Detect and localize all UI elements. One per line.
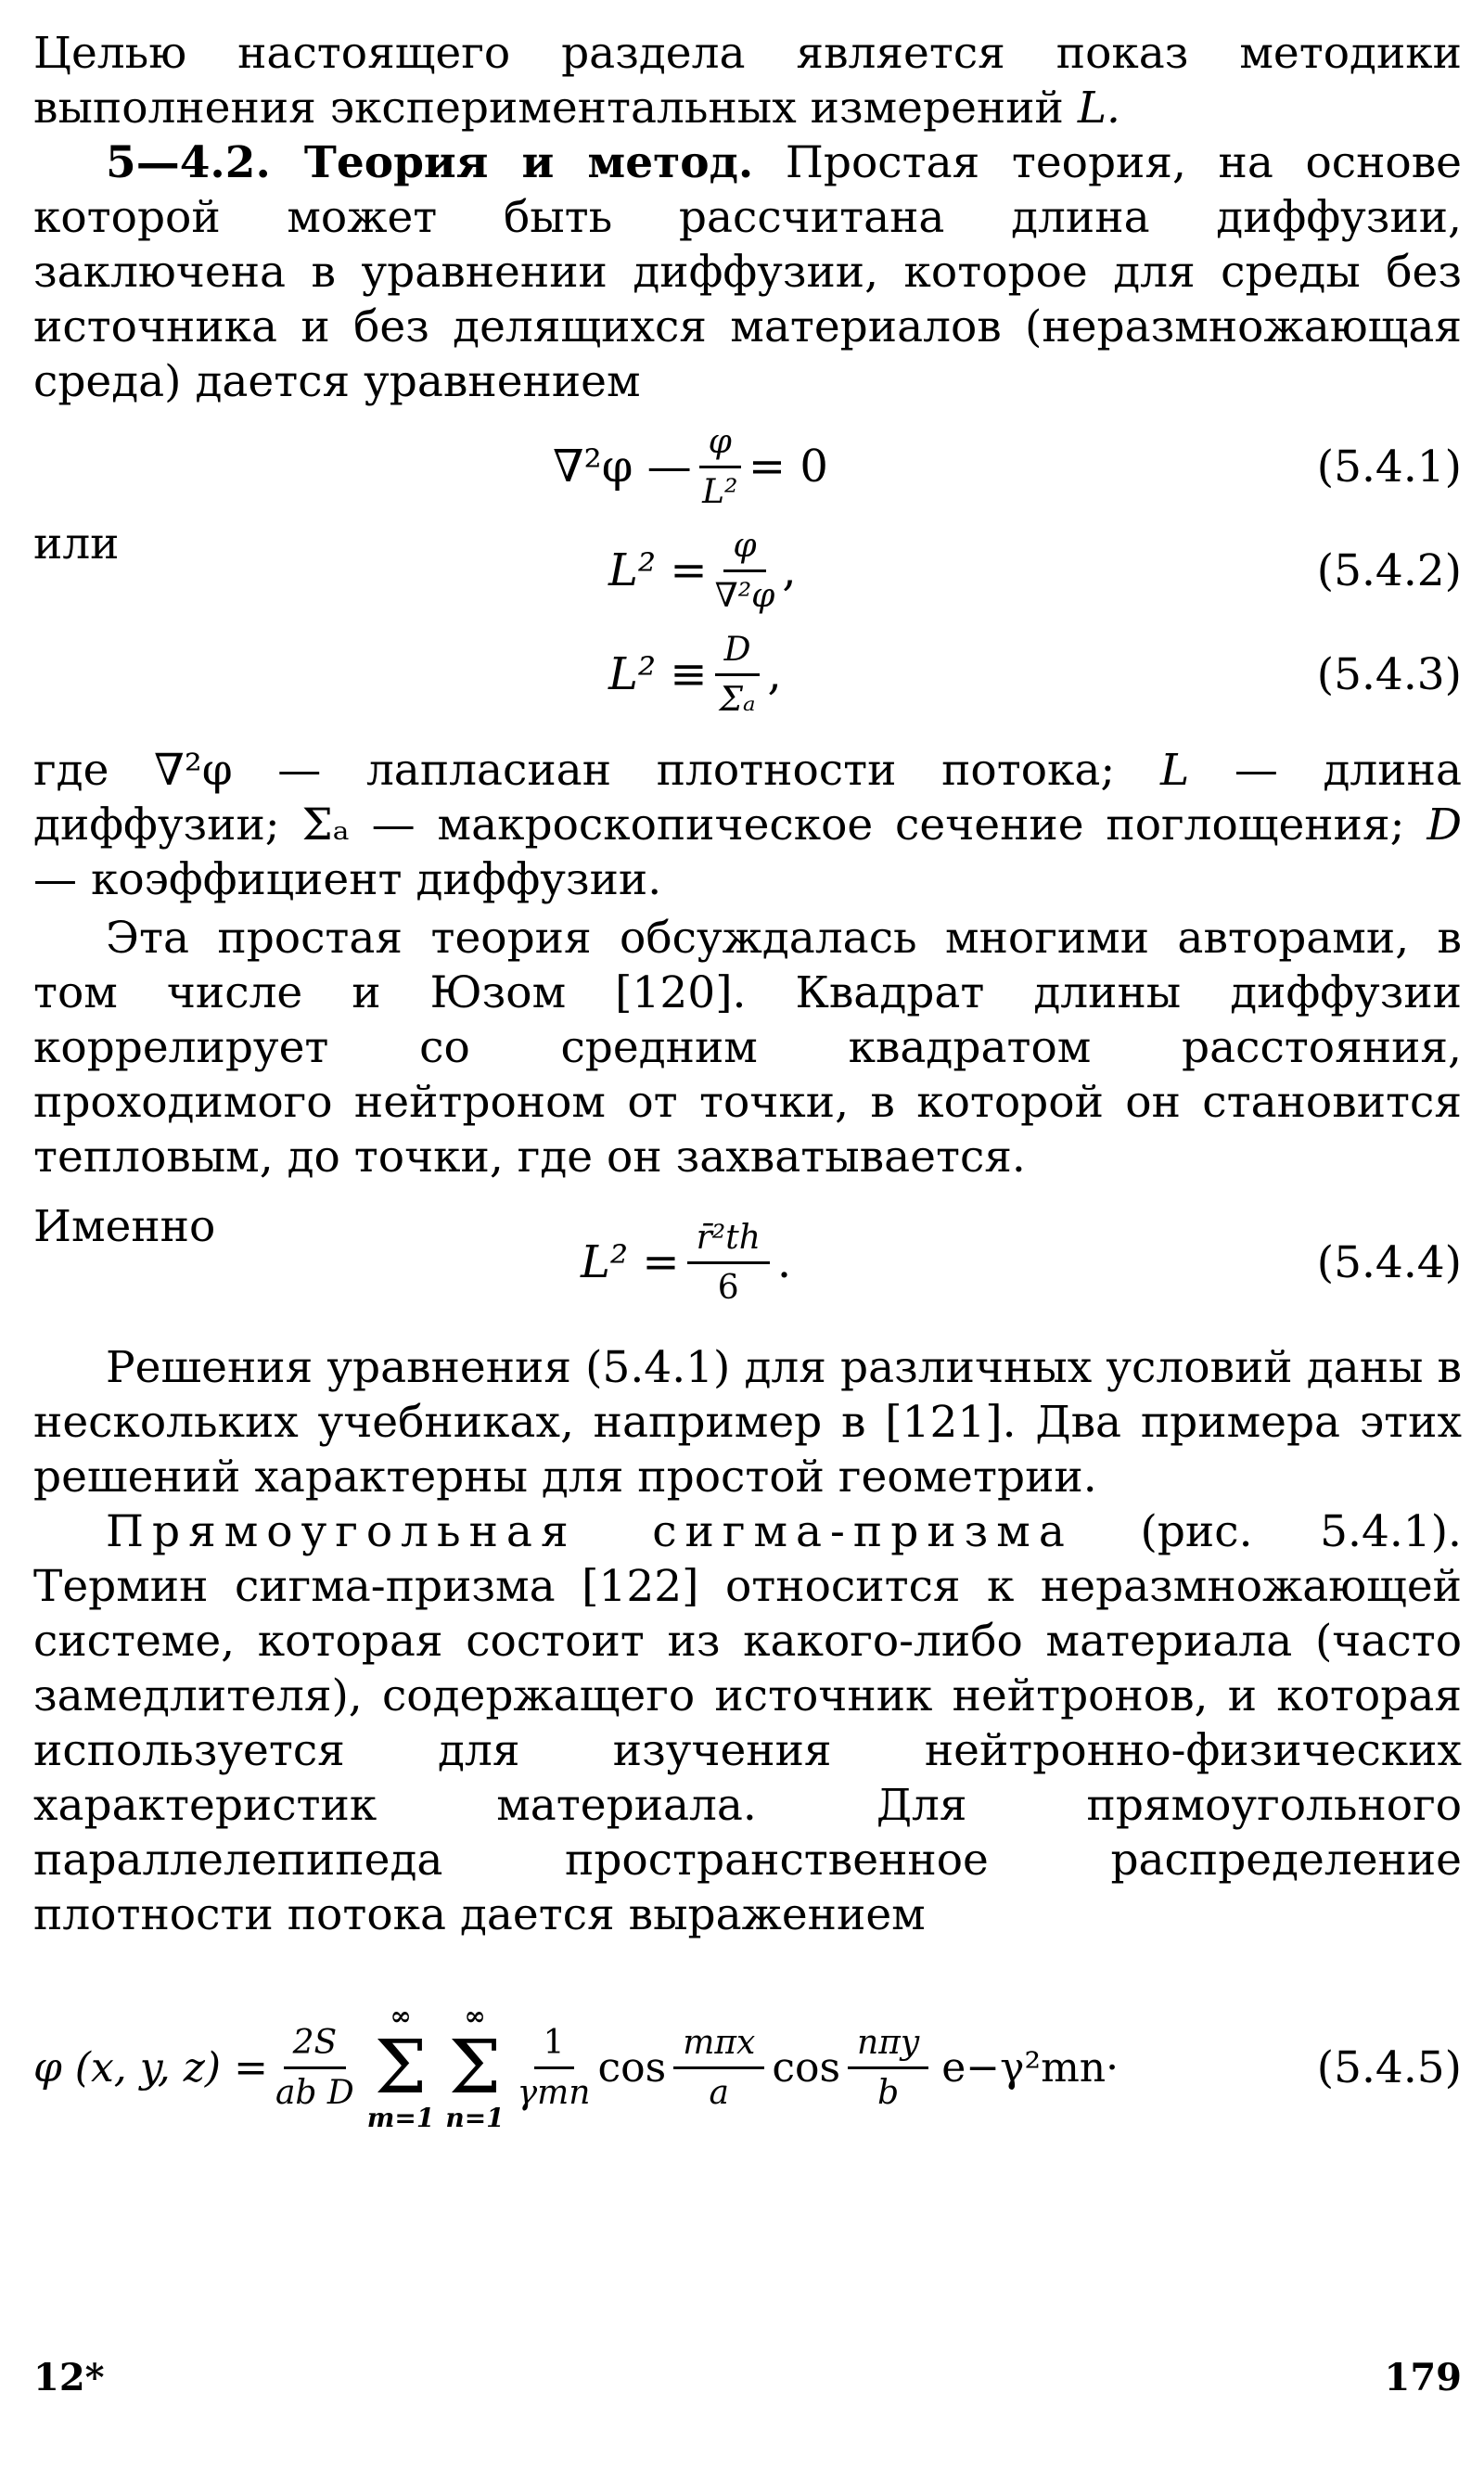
- equation-5-4-5: φ (x, y, z) = $\frac{2S}{\text{ab D}}$ ∞ Σ m=1 ∞ Σ n=1 $\frac{1}{\text{γmn}}$ cos $\frac{\text{mπx}}{a}$ cos $\frac{\text{nπy}}{b}$ e−γ²mn· (5.4.5): [33, 1989, 1462, 2146]
- paragraph-theory: 5—4.2. Теория и метод. Простая теория, на основе которой может быть рассчитана длина диффузии, заключена в уравнении диффузии, которое для среды без источника и без делящихся материалов (неразмножающая среда) дается уравнением: [33, 137, 1462, 407]
- or-word: или: [33, 518, 120, 569]
- summation-m: ∞ Σ m=1: [366, 2001, 435, 2133]
- equation-number: (5.4.4): [1316, 1236, 1462, 1288]
- fraction: $\frac{2S}{\text{ab D}}$: [275, 2023, 354, 2112]
- page-footer: [33, 2356, 1462, 2411]
- term-sigma-prism: Прямоугольная сигма-призма: [106, 1506, 1073, 1557]
- fraction: $\frac{1}{\text{γmn}}$: [517, 2023, 591, 2112]
- equation-5-4-4: Именно L² = $\frac{\text{r̄²th}}{6}$ . (5.4.4): [33, 1201, 1462, 1305]
- paragraph-solutions: Решения уравнения (5.4.1) для различных условий даны в нескольких учебниках, например в [121]. Два примера этих решений характерны для простой геометрии.: [33, 1342, 1462, 1503]
- fraction: $\frac{\text{mπx}}{a}$: [673, 2022, 764, 2114]
- summation-n: ∞ Σ n=1: [445, 2001, 505, 2133]
- equation-number: (5.4.1): [1316, 441, 1462, 493]
- equation-5-4-1: ∇²φ — $\frac{\varphi}{\text{L²}}$ = 0 (5.4.1): [33, 415, 1462, 518]
- namely-word: Именно: [33, 1201, 216, 1252]
- equation-5-4-2: или L² = $\frac{\varphi}{\text{∇²φ}}$ , (5.4.2): [33, 518, 1462, 622]
- page-number: 179: [1384, 2356, 1462, 2399]
- paragraph-intro: Целью настоящего раздела является показ методики выполнения экспериментальных измерений L.: [33, 28, 1462, 134]
- signature-mark: 12*: [33, 2356, 105, 2399]
- equation-number: (5.4.3): [1316, 648, 1462, 700]
- fraction: $\frac{\varphi}{\text{L²}}$: [699, 421, 741, 513]
- symbol-L: L.: [1077, 83, 1120, 134]
- equation-number: (5.4.5): [1316, 2041, 1462, 2093]
- equation-5-4-3: L² ≡ $\frac{D}{\text{Σₐ}}$ , (5.4.3): [33, 622, 1462, 726]
- equation-number: (5.4.2): [1316, 544, 1462, 596]
- section-heading: 5—4.2. Теория и метод.: [106, 137, 754, 188]
- fraction: $\frac{\text{r̄²th}}{6}$: [687, 1217, 770, 1309]
- paragraph-discussion: Эта простая теория обсуждалась многими авторами, в том числе и Юзом [120]. Квадрат длины диффузии коррелирует со средним квадратом расстояния, проходимого нейтроном от точки, в которой он становится тепловым, до точки, где он захватывается.: [33, 913, 1462, 1183]
- page-content: [33, 26, 1462, 2146]
- fraction: $\frac{\varphi}{\text{∇²φ}}$: [714, 526, 775, 615]
- fraction: $\frac{\text{nπy}}{b}$: [848, 2022, 928, 2114]
- paragraph-definitions: где ∇²φ — лапласиан плотности потока; L — длина диффузии; Σₐ — макроскопическое сечение поглощения; D — коэффициент диффузии.: [33, 745, 1462, 905]
- fraction: $\frac{D}{\text{Σₐ}}$: [715, 629, 761, 721]
- paragraph-sigma-prism: Прямоугольная сигма-призма (рис. 5.4.1). Термин сигма-призма [122] относится к неразмножающей системе, которая состоит из какого-либо материала (часто замедлителя), содержащего источник нейтронов, и которая используется для изучения нейтронно-физических характеристик материала. Для прямоугольного параллелепипеда пространственное распределение плотности потока дается выражением: [33, 1506, 1462, 1940]
